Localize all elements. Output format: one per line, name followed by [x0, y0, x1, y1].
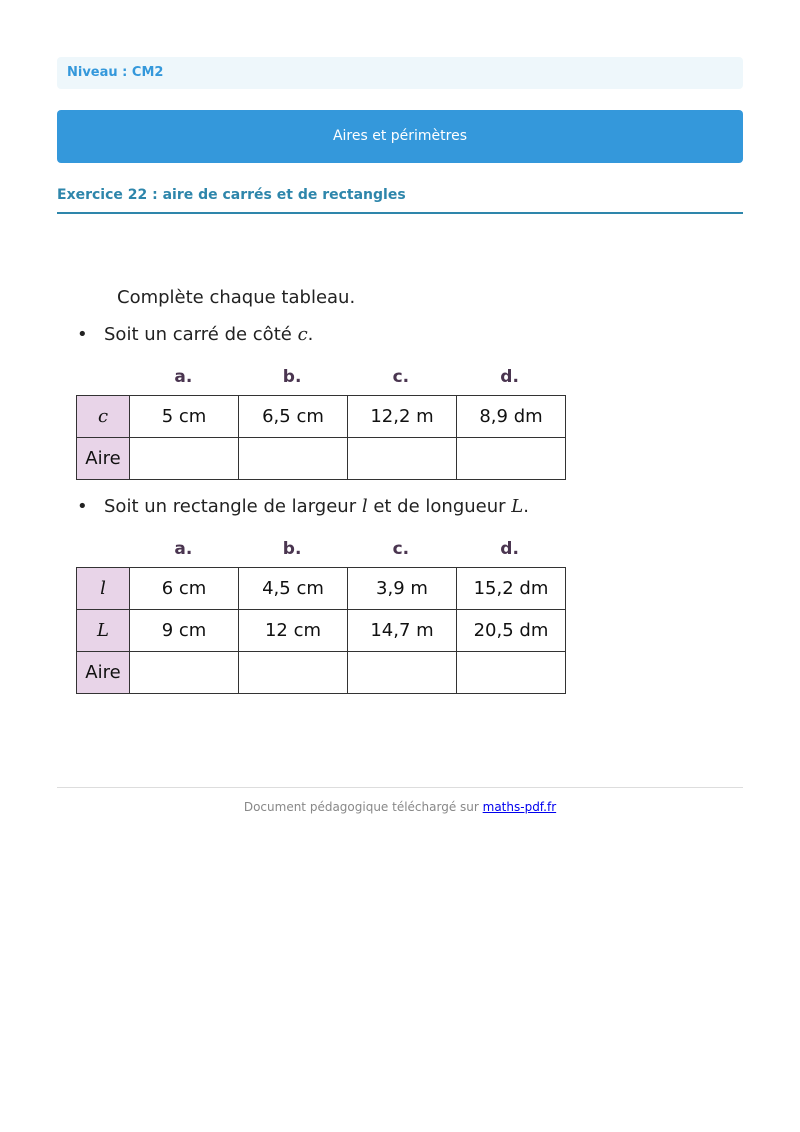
table-cell: 5 cm — [130, 396, 239, 438]
column-header: c. — [392, 539, 410, 559]
section2-var2: L — [511, 496, 524, 517]
section2-column-headers — [129, 539, 564, 561]
section2-var1: l — [361, 496, 368, 517]
row-label: c — [77, 396, 130, 438]
column-header: d. — [500, 367, 519, 387]
table-cell: 6 cm — [130, 568, 239, 610]
rectangle-table — [76, 567, 566, 694]
table-cell: 12,2 m — [348, 396, 457, 438]
row-label: l — [77, 568, 130, 610]
table-cell: 14,7 m — [348, 610, 457, 652]
footer-link[interactable]: maths-pdf.fr — [482, 800, 557, 814]
footer — [57, 800, 743, 814]
section2-text-middle: et de longueur — [367, 496, 512, 517]
section1-var: c — [297, 324, 308, 345]
column-header: b. — [282, 367, 302, 387]
section1-text — [104, 324, 313, 345]
bullet-icon: • — [77, 324, 88, 345]
column-header: b. — [282, 539, 302, 559]
table-row — [77, 438, 566, 480]
column-header: c. — [392, 367, 410, 387]
answer-cell[interactable] — [239, 652, 348, 694]
table-cell: 12 cm — [239, 610, 348, 652]
table-cell: 15,2 dm — [457, 568, 566, 610]
level-banner: Niveau : CM2 — [57, 57, 743, 89]
column-header: a. — [174, 367, 193, 387]
column-header: d. — [500, 539, 519, 559]
section1-text-after: . — [307, 324, 314, 345]
section1-text-before: Soit un carré de côté — [104, 324, 298, 345]
answer-cell[interactable] — [239, 438, 348, 480]
answer-cell[interactable] — [130, 652, 239, 694]
table-row — [77, 396, 566, 438]
table-cell: 9 cm — [130, 610, 239, 652]
footer-divider — [57, 787, 743, 788]
table-row — [77, 652, 566, 694]
row-label: Aire — [77, 438, 130, 480]
exercise-title: Exercice 22 : aire de carrés et de rectangles — [57, 186, 743, 214]
table-cell: 3,9 m — [348, 568, 457, 610]
answer-cell[interactable] — [130, 438, 239, 480]
row-label: L — [77, 610, 130, 652]
answer-cell[interactable] — [348, 652, 457, 694]
section2-text — [104, 496, 529, 517]
answer-cell[interactable] — [457, 438, 566, 480]
page-title: Aires et périmètres — [57, 110, 743, 163]
square-table — [76, 395, 566, 480]
answer-cell[interactable] — [348, 438, 457, 480]
table-cell: 4,5 cm — [239, 568, 348, 610]
answer-cell[interactable] — [457, 652, 566, 694]
bullet-icon: • — [77, 496, 88, 517]
table-cell: 6,5 cm — [239, 396, 348, 438]
column-header: a. — [174, 539, 193, 559]
section2-text-before: Soit un rectangle de largeur — [104, 496, 362, 517]
table-cell: 8,9 dm — [457, 396, 566, 438]
instruction-text: Complète chaque tableau. — [117, 287, 356, 308]
section2-text-after: . — [523, 496, 529, 517]
section1-column-headers — [129, 367, 564, 389]
row-label: Aire — [77, 652, 130, 694]
footer-text: Document pédagogique téléchargé sur — [243, 800, 483, 814]
table-row — [77, 568, 566, 610]
table-cell: 20,5 dm — [457, 610, 566, 652]
table-row — [77, 610, 566, 652]
